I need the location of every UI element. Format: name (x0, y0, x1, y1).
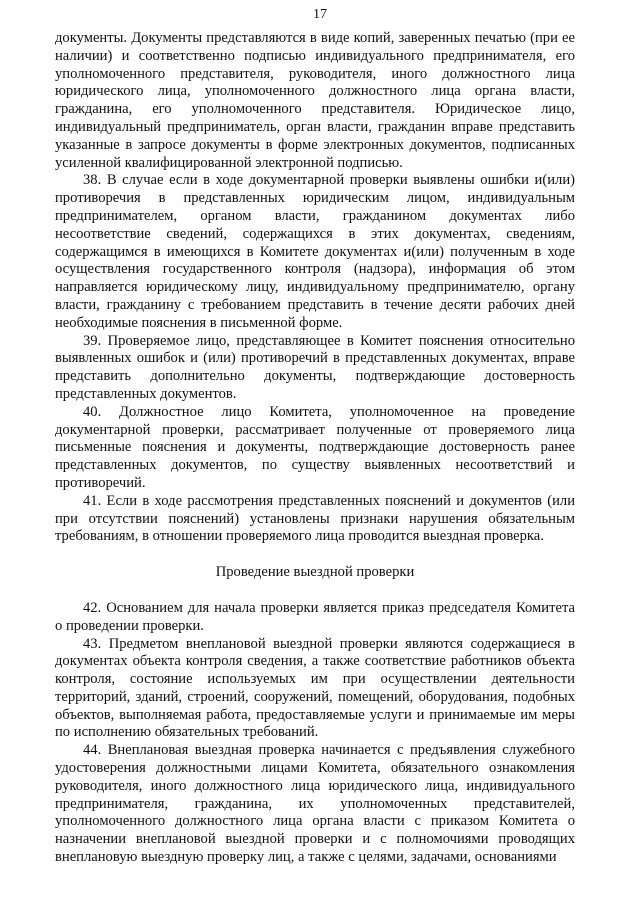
paragraph-continuation: документы. Документы представляются в виде копий, заверенных печатью (при ее наличии) и соответственно подписью индивидуального предпринимателя, его уполномоченного представителя, руководителя, иного должностного лица юридического лица, уполномоченного должностного лица органа власти, гражданина, его уполномоченного представителя. Юридическое лицо, индивидуальный предприниматель, орган власти, гражданин вправе представить указанные в запросе документы в форме электронных документов, подписанных усиленной квалифицированной электронной подписью. (55, 30, 575, 171)
paragraph-39: 39. Проверяемое лицо, представляющее в Комитет пояснения относительно выявленных ошибок и (или) противоречий в представленных документах, вправе представить дополнительно документы, подтверждающие достоверность представленных документов. (55, 332, 575, 402)
section-title: Проведение выездной проверки (215, 564, 415, 581)
paragraph-43: 43. Предметом внеплановой выездной проверки являются содержащиеся в документах объекта контроля сведения, а также соответствие работников объекта контроля, состояние используемых им при осуществлении деятельности территорий, зданий, строений, сооружений, помещений, оборудования, подобных объектов, выполняемая работа, предоставляемые услуги и принимаемые им меры по исполнению обязательных требований. (55, 635, 575, 741)
paragraph-38: 38. В случае если в ходе документарной проверки выявлены ошибки и(или) противоречия в представленных юридическим лицом, индивидуальным предпринимателем, органом власти, гражданином документах либо несоответствие сведений, содержащихся в этих документах, сведениям, содержащимся в имеющихся в Комитете документах и(или) полученным в ходе осуществления государственного контроля (надзора), информация об этом направляется юридическому лицу, индивидуальному предпринимателю, органу власти, гражданину с требованием представить в течение десяти рабочих дней необходимые пояснения в письменной форме. (55, 172, 575, 331)
paragraph-44: 44. Внеплановая выездная проверка начинается с предъявления служебного удостоверения должностными лицами Комитета, обязательного ознакомления руководителя, иного должностного лица юридического лица, индивидуального предпринимателя, гражданина, их уполномоченных представителей, уполномоченного должностного лица органа власти с приказом Комитета о назначении внеплановой выездной проверки и с полномочиями проводящих внеплановую выездную проверку лиц, а также с целями, задачами, основаниями (55, 742, 575, 866)
document-body (55, 30, 575, 867)
paragraph-40: 40. Должностное лицо Комитета, уполномоченное на проведение документарной проверки, рассматривает полученные от проверяемого лица письменные пояснения и документы, подтверждающие достоверность ранее представленных документов, по существу выявленных несоответствий и противоречий. (55, 403, 575, 491)
page-number: 17 (313, 7, 327, 22)
paragraph-42: 42. Основанием для начала проверки является приказ председателя Комитета о проведении проверки. (55, 599, 575, 634)
paragraph-41: 41. Если в ходе рассмотрения представленных пояснений и документов (или при отсутствии пояснений) установлены признаки нарушения обязательным требованиям, в отношении проверяемого лица проводится выездная проверка. (55, 492, 575, 545)
